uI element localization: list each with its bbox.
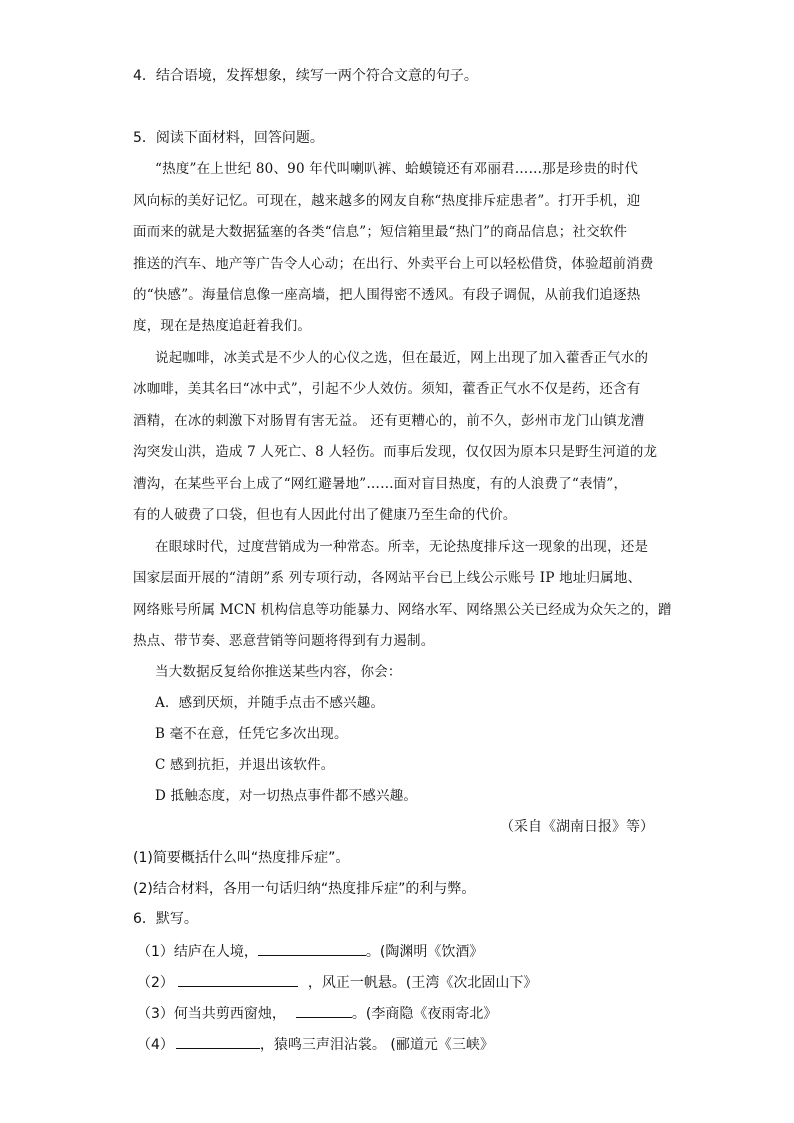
option-c: C 感到抗拒，并退出该软件。 <box>155 757 335 773</box>
item-suffix: 。(陶渊明《饮酒》 <box>365 944 484 960</box>
material-line: 冰咖啡，美其名曰“冰中式”，引起不少人效仿。须知，藿香正气水不仅是药，还含有 <box>133 381 641 397</box>
material-line: 推送的汽车、地产等广告令人心动；在出行、外卖平台上可以轻松借贷，体验超前消费 <box>133 256 654 272</box>
material-line: 网络账号所属 MCN 机构信息等功能暴力、网络水军、网络黑公关已经成为众矢之的，蹭 <box>133 602 672 618</box>
material-source: （采自《湖南日报》等） <box>500 819 654 835</box>
option-d: D 抵触态度，对一切热点事件都不感兴趣。 <box>155 788 418 804</box>
question-6-title: 6．默写。 <box>133 911 198 927</box>
material-line: 的“快感”。海量信息像一座高墙，把人围得密不透风。有段子调侃，从前我们追逐热 <box>133 287 641 303</box>
material-line: 热点、带节奏、恶意营销等问题将得到有力遏制。 <box>133 633 435 649</box>
question-5-title: 5．阅读下面材料，回答问题。 <box>133 130 324 146</box>
item-suffix: ，风正一帆悬。(王湾《次北固山下》 <box>307 975 538 991</box>
option-a: A．感到厌烦，并随手点击不感兴趣。 <box>155 695 385 711</box>
answer-blank[interactable] <box>258 941 366 956</box>
material-line: 度，现在是热度追赶着我们。 <box>133 318 312 334</box>
material-line: 说起咖啡，冰美式是不少人的心仪之选，但在最近，网上出现了加入藿香正气水的 <box>155 350 649 366</box>
item-number: （4） <box>137 1037 174 1053</box>
dictation-item-4 <box>137 1034 494 1055</box>
option-b: B 毫不在意，任凭它多次出现。 <box>155 726 348 742</box>
item-prefix: 何当共剪西窗烛， <box>173 1006 286 1022</box>
material-line: 漕沟，在某些平台上成了“网红避暑地”……面对盲目热度，有的人浪费了“表情”， <box>133 476 628 492</box>
answer-blank[interactable] <box>178 972 298 987</box>
material-line: 在眼球时代，过度营销成为一种常态。所幸，无论热度排斥这一现象的出现，还是 <box>155 539 649 555</box>
material-line: 当大数据反复给你推送某些内容，你会： <box>155 664 402 680</box>
item-suffix: 。(李商隐《夜雨寄北》 <box>351 1006 498 1022</box>
material-line: “热度”在上世纪 80、90 年代叫喇叭裤、蛤蟆镜还有邓丽君……那是珍贵的时代 <box>155 161 639 177</box>
question-4-text: 4．结合语境，发挥想象，续写一两个符合文意的句子。 <box>133 68 478 84</box>
dictation-item-2 <box>137 972 537 993</box>
material-line: 沟突发山洪，造成 7 人死亡、8 人轻伤。而事后发现，仅仅因为原本只是野生河道的龙 <box>133 444 658 460</box>
material-line: 酒精，在冰的刺激下对肠胃有害无益。 还有更糟心的，前不久，彭州市龙门山镇龙漕 <box>133 413 645 429</box>
answer-blank[interactable] <box>176 1034 260 1049</box>
item-suffix: ，猿鸣三声泪沾裳。 (郦道元《三峡》 <box>259 1037 494 1053</box>
sub-question-1: (1)简要概括什么叫“热度排斥症”。 <box>133 850 350 866</box>
material-line: 风向标的美好记忆。可现在，越来越多的网友自称“热度排斥症患者”。打开手机，迎 <box>133 193 641 209</box>
material-line: 国家层面开展的“清朗”系 列专项行动，各网站平台已上线公示账号 IP 地址归属地、 <box>133 570 642 586</box>
dictation-item-1 <box>137 941 483 962</box>
item-prefix: 结庐在人境， <box>173 944 258 960</box>
material-line: 有的人破费了口袋，但也有人因此付出了健康乃至生命的代价。 <box>133 507 517 523</box>
sub-question-2: (2)结合材料，各用一句话归纳“热度排斥症”的利与弊。 <box>133 881 476 897</box>
dictation-item-3 <box>137 1003 497 1024</box>
item-number: （1） <box>137 944 174 960</box>
item-number: （3） <box>137 1006 174 1022</box>
material-line: 面而来的就是大数据猛塞的各类“信息”；短信箱里最“热门”的商品信息；社交软件 <box>133 224 628 240</box>
item-number: （2） <box>137 975 174 991</box>
answer-blank[interactable] <box>296 1003 352 1018</box>
